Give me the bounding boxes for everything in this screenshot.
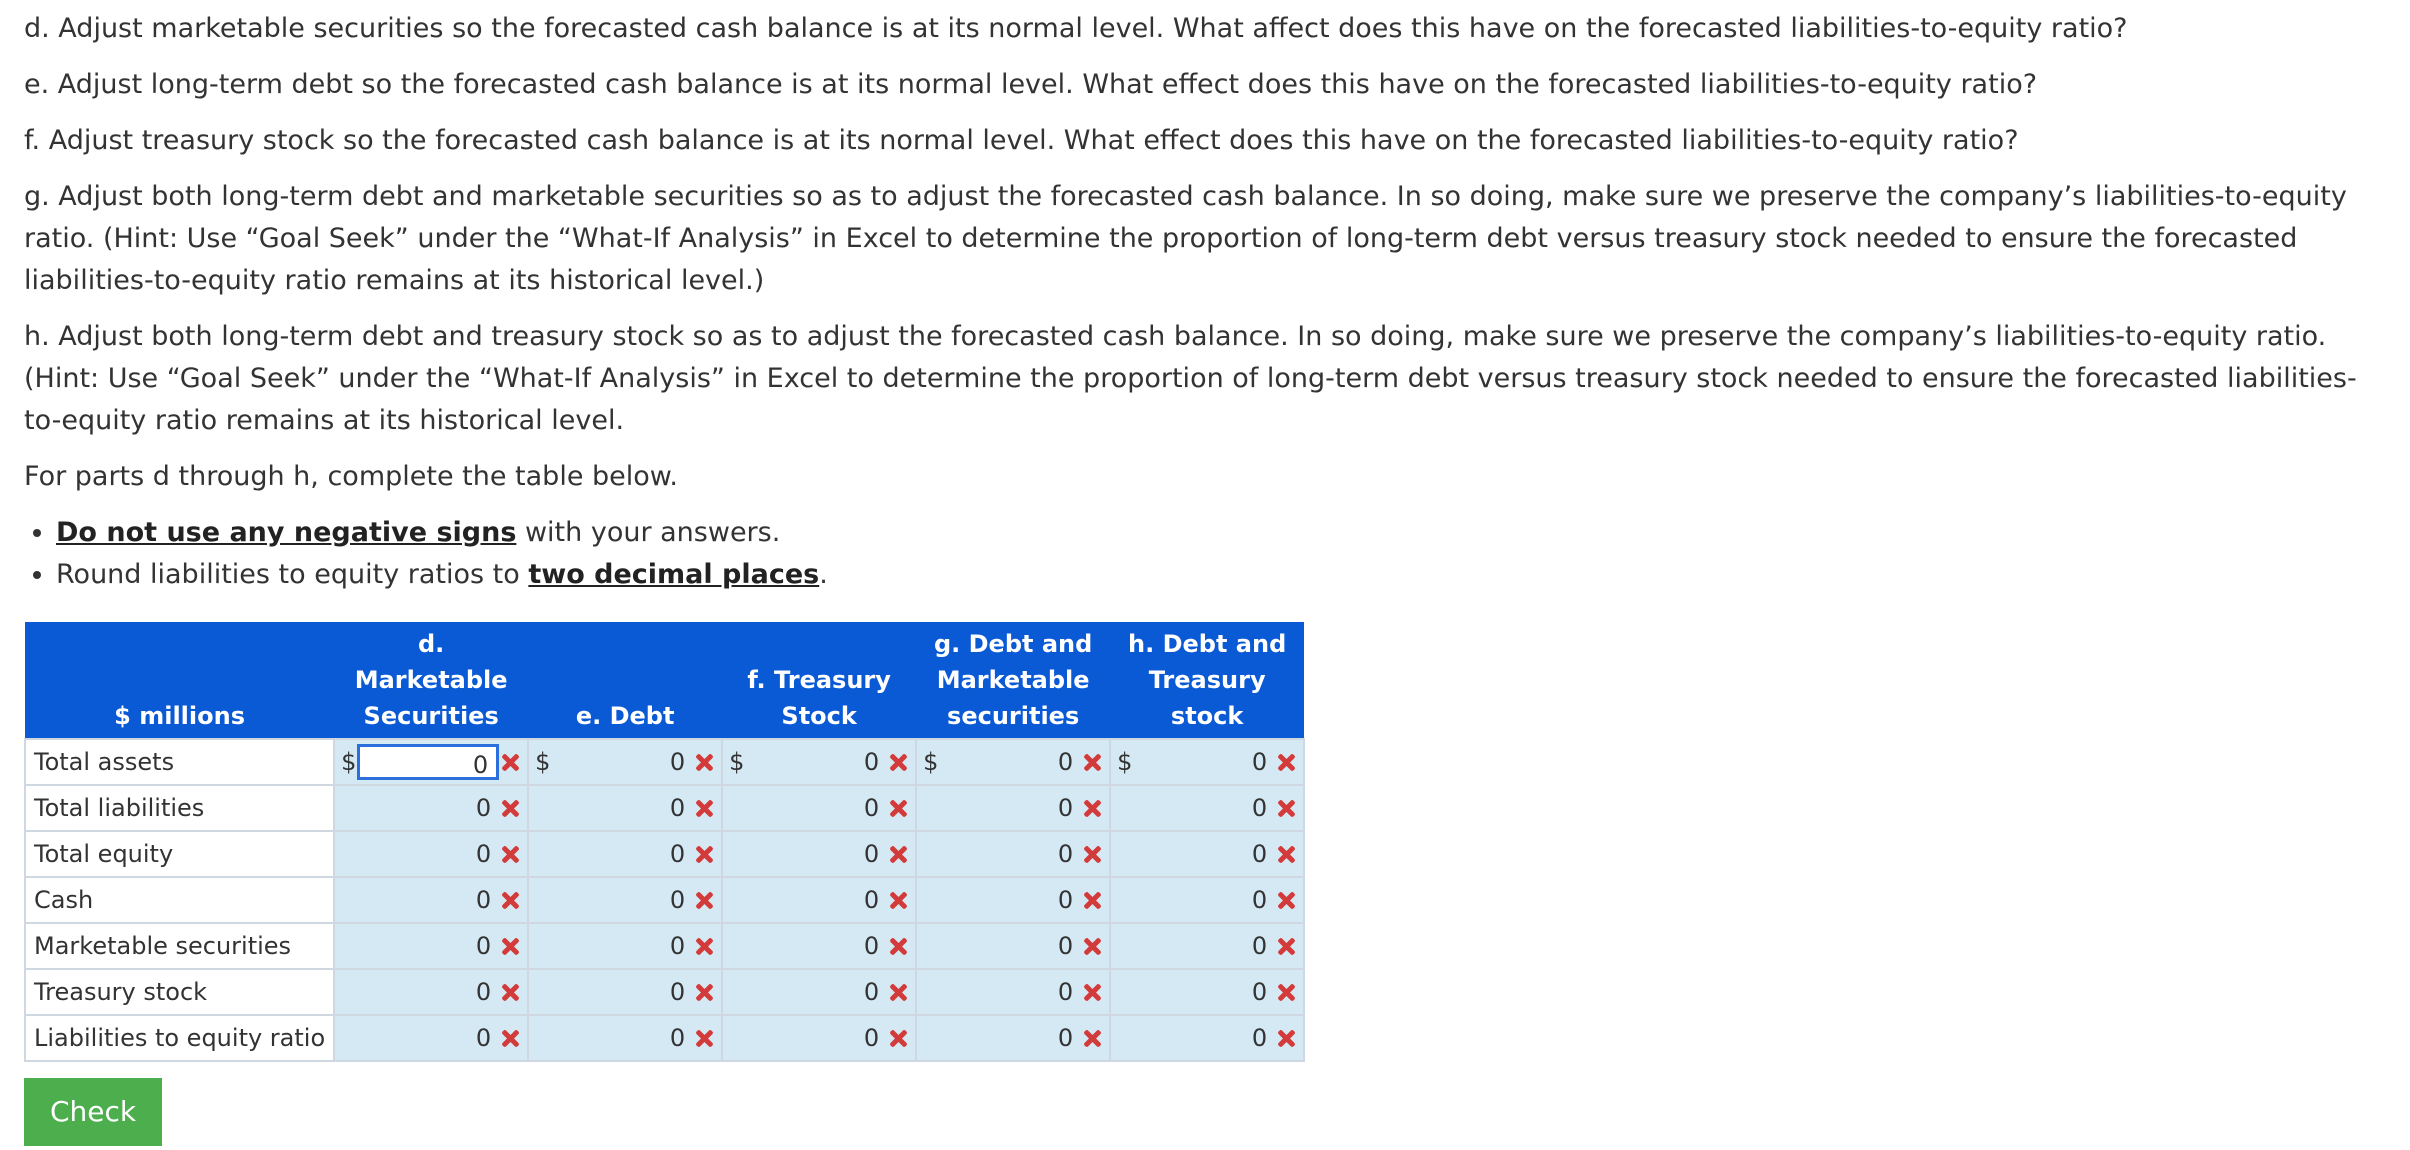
answer-cell-d: [334, 877, 528, 923]
dollar-sign: $: [1117, 748, 1133, 776]
answer-input[interactable]: 0: [669, 794, 686, 822]
answer-cell-wrap: [335, 970, 527, 1014]
col-header-g: g. Debt and Marketable securities: [916, 622, 1110, 739]
answer-cell-h: [1110, 877, 1304, 923]
incorrect-x-icon: [1275, 797, 1297, 819]
answer-cell-wrap: [529, 786, 721, 830]
table-row: [25, 969, 1304, 1015]
answer-cell-wrap: [1111, 924, 1303, 968]
answer-input[interactable]: 0: [1251, 886, 1268, 914]
table-header-row: [25, 622, 1304, 739]
answer-input[interactable]: 0: [669, 840, 686, 868]
answer-input[interactable]: 0: [1057, 932, 1074, 960]
answer-cell-e: [528, 831, 722, 877]
answer-cell-wrap: [917, 740, 1109, 784]
answer-cell-wrap: [335, 878, 527, 922]
incorrect-x-icon: [887, 935, 909, 957]
answer-input[interactable]: 0: [669, 932, 686, 960]
table-row: [25, 831, 1304, 877]
table-row: [25, 1015, 1304, 1061]
answer-cell-h: [1110, 785, 1304, 831]
incorrect-x-icon: [1081, 843, 1103, 865]
incorrect-x-icon: [1275, 751, 1297, 773]
answer-input[interactable]: 0: [1057, 1024, 1074, 1052]
answer-cell-wrap: [529, 924, 721, 968]
notes-list: [24, 512, 2386, 596]
incorrect-x-icon: [1081, 935, 1103, 957]
answer-input[interactable]: 0: [863, 978, 880, 1006]
row-label: Cash: [25, 877, 334, 923]
incorrect-x-icon: [499, 981, 521, 1003]
incorrect-x-icon: [1275, 981, 1297, 1003]
answer-cell-d: [334, 923, 528, 969]
answer-cell-f: [722, 785, 916, 831]
incorrect-x-icon: [693, 981, 715, 1003]
answer-cell-h: [1110, 1015, 1304, 1061]
answer-input[interactable]: 0: [669, 978, 686, 1006]
answer-cell-h: [1110, 969, 1304, 1015]
answer-cell-wrap: [529, 832, 721, 876]
question-f: f. Adjust treasury stock so the forecasted cash balance is at its normal level. What effect does this have on the forecasted liabilities-to-equity ratio?: [24, 125, 2019, 156]
incorrect-x-icon: [499, 889, 521, 911]
answer-cell-d: [334, 1015, 528, 1061]
incorrect-x-icon: [887, 843, 909, 865]
answer-cell-h: [1110, 739, 1304, 785]
answer-input[interactable]: 0: [669, 1024, 686, 1052]
answer-input[interactable]: 0: [1057, 840, 1074, 868]
answer-cell-e: [528, 969, 722, 1015]
incorrect-x-icon: [1081, 797, 1103, 819]
answer-input[interactable]: 0: [1251, 748, 1268, 776]
answer-cell-wrap: [335, 832, 527, 876]
answer-input[interactable]: 0: [1057, 748, 1074, 776]
incorrect-x-icon: [1081, 981, 1103, 1003]
answer-input[interactable]: 0: [475, 978, 492, 1006]
answer-input[interactable]: 0: [1251, 840, 1268, 868]
answer-cell-e: [528, 785, 722, 831]
answer-input[interactable]: 0: [863, 932, 880, 960]
answer-input[interactable]: 0: [1251, 794, 1268, 822]
answer-cell-wrap: [723, 786, 915, 830]
incorrect-x-icon: [499, 797, 521, 819]
incorrect-x-icon: [693, 889, 715, 911]
answer-cell-wrap: [335, 740, 527, 784]
question-e: e. Adjust long-term debt so the forecasted cash balance is at its normal level. What effect does this have on the forecasted liabilities-to-equity ratio?: [24, 69, 2038, 100]
answer-cell-g: [916, 969, 1110, 1015]
incorrect-x-icon: [1275, 889, 1297, 911]
answer-cell-d: [334, 969, 528, 1015]
answer-input[interactable]: 0: [1057, 794, 1074, 822]
answer-cell-wrap: [335, 1016, 527, 1060]
question-d: d. Adjust marketable securities so the forecasted cash balance is at its normal level. What affect does this have on the forecasted liabilities-to-equity ratio?: [24, 13, 2128, 44]
table-row: [25, 923, 1304, 969]
col-header-d: d. Marketable Securities: [334, 622, 528, 739]
answer-cell-wrap: [1111, 878, 1303, 922]
question-h: h. Adjust both long-term debt and treasury stock so as to adjust the forecasted cash balance. In so doing, make sure we preserve the company’s liabilities-to-equity ratio. (Hint: Use “Goal Seek” under the “What-If Analysis” in Excel to determine the proportion of long-term debt versus treasury stock needed to ensure the forecasted liabilities-to-equity ratio remains at its historical level.: [24, 321, 2357, 436]
answer-cell-wrap: [335, 786, 527, 830]
answer-cell-e: [528, 739, 722, 785]
answer-cell-f: [722, 877, 916, 923]
table-row: [25, 785, 1304, 831]
answer-cell-g: [916, 831, 1110, 877]
incorrect-x-icon: [1275, 843, 1297, 865]
incorrect-x-icon: [693, 751, 715, 773]
answer-input[interactable]: 0: [475, 794, 492, 822]
row-label: Liabilities to equity ratio: [25, 1015, 334, 1061]
answer-input[interactable]: 0: [669, 748, 686, 776]
answer-cell-d: [334, 785, 528, 831]
note-rounding: [56, 554, 2386, 596]
answer-cell-g: [916, 877, 1110, 923]
answer-cell-wrap: [1111, 832, 1303, 876]
answer-cell-wrap: [917, 1016, 1109, 1060]
answer-input[interactable]: 0: [475, 932, 492, 960]
answer-cell-wrap: [723, 924, 915, 968]
incorrect-x-icon: [693, 1027, 715, 1049]
answer-cell-wrap: [917, 832, 1109, 876]
col-header-e: e. Debt: [528, 622, 722, 739]
answer-cell-wrap: [723, 832, 915, 876]
row-label: Total equity: [25, 831, 334, 877]
answer-cell-g: [916, 1015, 1110, 1061]
question-g: g. Adjust both long-term debt and marketable securities so as to adjust the forecasted cash balance. In so doing, make sure we preserve the company’s liabilities-to-equity ratio. (Hint: Use “Goal Seek” under the “What-If Analysis” in Excel to determine the proportion of long-term debt versus treasury stock needed to ensure the forecasted liabilities-to-equity ratio remains at its historical level.): [24, 181, 2347, 296]
incorrect-x-icon: [887, 751, 909, 773]
answer-input[interactable]: 0: [863, 748, 880, 776]
incorrect-x-icon: [887, 797, 909, 819]
answer-input[interactable]: 0: [475, 1024, 492, 1052]
note-negative-signs-rest: with your answers.: [516, 517, 781, 548]
col-header-f: f. Treasury Stock: [722, 622, 916, 739]
answer-input[interactable]: 0: [1057, 978, 1074, 1006]
incorrect-x-icon: [693, 843, 715, 865]
answer-cell-e: [528, 1015, 722, 1061]
answer-input[interactable]: 0: [357, 744, 499, 780]
answer-cell-d: [334, 831, 528, 877]
answer-cell-wrap: [529, 740, 721, 784]
answer-cell-e: [528, 923, 722, 969]
answer-cell-wrap: [1111, 970, 1303, 1014]
note-negative-signs: [56, 512, 2386, 554]
answer-cell-g: [916, 923, 1110, 969]
row-label: Total liabilities: [25, 785, 334, 831]
row-label: Marketable securities: [25, 923, 334, 969]
answer-cell-wrap: [917, 970, 1109, 1014]
answer-input[interactable]: 0: [1251, 932, 1268, 960]
answer-cell-wrap: [723, 1016, 915, 1060]
answer-input[interactable]: 0: [863, 794, 880, 822]
check-button[interactable]: Check: [24, 1078, 162, 1146]
answer-input[interactable]: 0: [863, 1024, 880, 1052]
answer-cell-wrap: [723, 878, 915, 922]
row-label: Total assets: [25, 739, 334, 785]
incorrect-x-icon: [499, 935, 521, 957]
incorrect-x-icon: [1275, 935, 1297, 957]
table-row: [25, 877, 1304, 923]
dollar-sign: $: [729, 748, 745, 776]
incorrect-x-icon: [499, 1027, 521, 1049]
dollar-sign: $: [341, 748, 357, 776]
answer-cell-f: [722, 1015, 916, 1061]
incorrect-x-icon: [887, 1027, 909, 1049]
incorrect-x-icon: [499, 751, 521, 773]
answer-cell-wrap: [1111, 740, 1303, 784]
answer-cell-wrap: [917, 786, 1109, 830]
answer-cell-f: [722, 831, 916, 877]
answer-cell-wrap: [529, 1016, 721, 1060]
incorrect-x-icon: [693, 797, 715, 819]
answer-cell-wrap: [917, 924, 1109, 968]
answer-cell-f: [722, 739, 916, 785]
row-label: Treasury stock: [25, 969, 334, 1015]
dollar-sign: $: [535, 748, 551, 776]
answer-cell-wrap: [529, 878, 721, 922]
answer-cell-f: [722, 969, 916, 1015]
answer-cell-g: [916, 739, 1110, 785]
answer-cell-wrap: [1111, 786, 1303, 830]
note-rounding-post: .: [819, 559, 828, 590]
incorrect-x-icon: [1081, 889, 1103, 911]
answer-cell-wrap: [723, 740, 915, 784]
incorrect-x-icon: [887, 981, 909, 1003]
answer-input[interactable]: 0: [1251, 978, 1268, 1006]
answer-input[interactable]: 0: [669, 886, 686, 914]
answer-cell-e: [528, 877, 722, 923]
incorrect-x-icon: [1275, 1027, 1297, 1049]
incorrect-x-icon: [1081, 1027, 1103, 1049]
col-header-h: h. Debt and Treasury stock: [1110, 622, 1304, 739]
answer-cell-d: [334, 739, 528, 785]
instructions: For parts d through h, complete the table below.: [24, 461, 678, 492]
answer-cell-wrap: [723, 970, 915, 1014]
answer-cell-h: [1110, 831, 1304, 877]
answer-input[interactable]: 0: [863, 886, 880, 914]
table-row: [25, 739, 1304, 785]
answer-cell-wrap: [917, 878, 1109, 922]
answer-input[interactable]: 0: [1057, 886, 1074, 914]
incorrect-x-icon: [693, 935, 715, 957]
answer-cell-f: [722, 923, 916, 969]
incorrect-x-icon: [499, 843, 521, 865]
answer-cell-wrap: [529, 970, 721, 1014]
incorrect-x-icon: [1081, 751, 1103, 773]
note-rounding-pre: Round liabilities to equity ratios to: [56, 559, 529, 590]
note-rounding-bold: two decimal places: [528, 559, 820, 590]
answer-table: [24, 622, 1305, 1062]
answer-input[interactable]: 0: [475, 840, 492, 868]
answer-input[interactable]: 0: [1251, 1024, 1268, 1052]
answer-input[interactable]: 0: [863, 840, 880, 868]
incorrect-x-icon: [887, 889, 909, 911]
answer-cell-wrap: [335, 924, 527, 968]
row-header: $ millions: [25, 622, 334, 739]
answer-cell-wrap: [1111, 1016, 1303, 1060]
answer-cell-h: [1110, 923, 1304, 969]
dollar-sign: $: [923, 748, 939, 776]
answer-input[interactable]: 0: [475, 886, 492, 914]
note-negative-signs-bold: Do not use any negative signs: [56, 517, 517, 548]
answer-cell-g: [916, 785, 1110, 831]
